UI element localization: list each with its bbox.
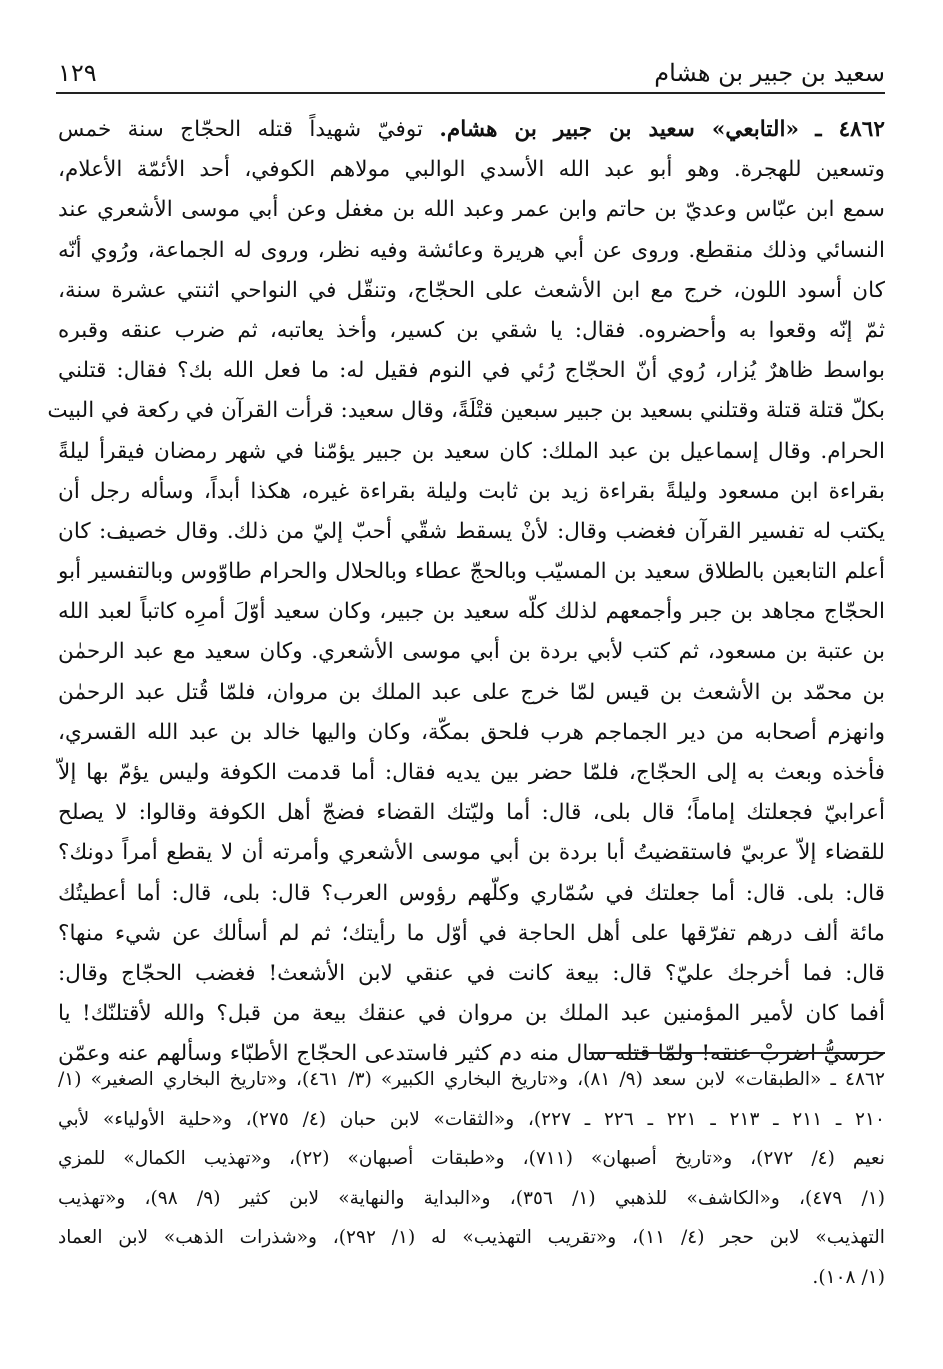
text-line-1-content: توفيّ شهيداً قتله الحجّاج سنة خمس bbox=[58, 117, 424, 142]
text-line-18: أعرابيّ فجعلتك إماماً؛ قال بلى، قال: أما وليّتك القضاء فضجّ أهل الكوفة وقالوا: لا يصلح bbox=[58, 800, 885, 826]
text-line-15: بن محمّد بن الأشعث بن قيس لمّا خرج على عبد الملك بن مروان، فلمّا قُتل عبد الرحمٰن bbox=[58, 679, 885, 705]
footnote-rule bbox=[589, 1052, 885, 1054]
text-line-10: بقراءة ابن مسعود وليلةً بقراءة زيد بن ثابت وليلة بقراءة غيره، هكذا أبداً، وسأله رجل أن bbox=[58, 478, 885, 504]
text-line-7: بواسط ظاهرٌ يُزار، رُوي أنّ الحجّاج رُئي في النوم فقيل له: ما فعل الله بك؟ فقال: قتلني bbox=[58, 358, 885, 384]
text-line-13: الحجّاج مجاهد بن جبر وأجمعهم لذلك كلّه سعيد بن جبير، وكان سعيد أوّلَ أمرِه كاتباً لعبد الله bbox=[58, 599, 885, 625]
text-line-20: قال: بلى. قال: أما جعلتك في سُمّاري وكلّهم رؤوس العرب؟ قال: بلى، قال: أما أعطيتُك bbox=[58, 880, 885, 906]
text-line-16: وانهزم أصحابه من دير الجماجم هرب فلحق بمكّة، وكان واليها خالد بن عبد الله القسري، bbox=[58, 719, 885, 745]
text-line-24: حرسيُّ اضربْ عنقه! ولمّا قتله سال منه دم كثير فاستدعى الحجّاج الأطبّاء وسألهم عنه وعمّن bbox=[58, 1041, 885, 1067]
text-line-4: النسائي وذلك منقطع. وروى عن أبي هريرة وعائشة وفيه نظر، وروى له الجماعة، ورُوي أنّه bbox=[58, 237, 885, 263]
entry-number: ٤٨٦٢ ـ bbox=[815, 117, 885, 142]
biography-entry bbox=[47, 110, 885, 1067]
text-line-19: للقضاء إلاّ عربيّ فاستقضيتُ أبا بردة بن أبي موسى الأشعري وأمرته أن لا يقطع أمراً دونك؟ bbox=[58, 840, 885, 866]
text-line-9: الحرام. وقال إسماعيل بن عبد الملك: كان سعيد بن جبير يؤمّنا في شهر رمضان فيقرأ ليلةً bbox=[58, 438, 885, 464]
footnote-line-5: التهذيب» لابن حجر (٤/ ١١)، و«تقريب التهذيب» له (١/ ٢٩٢)، و«شذرات الذهب» لابن العماد bbox=[58, 1227, 885, 1249]
running-title: سعيد بن جبير بن هشام bbox=[654, 59, 885, 87]
text-line-22: قال: فما أخرجك عليّ؟ قال: بيعة كانت في عنقي لابن الأشعث! فغضب الحجّاج وقال: bbox=[58, 960, 885, 986]
text-line-2: وتسعين للهجرة. وهو أبو عبد الله الأسدي الوالبي مولاهم الكوفي، أحد الأئمّة الأعلام، bbox=[58, 157, 885, 183]
text-line-3: سمع ابن عبّاس وعديّ بن حاتم وابن عمر وعبد الله بن مغفل وعن أبي موسى الأشعري عند bbox=[58, 197, 885, 223]
entry-heading: «التابعي» سعيد بن جبير بن هشام. bbox=[439, 117, 799, 142]
text-line-6: ثمّ إنّه وقعوا به وأحضروه. فقال: يا شقي بن كسير، وأخذ يعاتبه، ثم ضرب عنقه وقبره bbox=[58, 317, 885, 343]
footnote-line-6: (١/ ١٠٨). bbox=[812, 1266, 885, 1288]
text-line-5: كان أسود اللون، خرج مع ابن الأشعث على الحجّاج، وتنقّل في النواحي اثنتي عشرة سنة، bbox=[58, 277, 885, 303]
text-line-17: فأخذه وبعث به إلى الحجّاج، فلمّا حضر بين يديه فقال: أما قدمت الكوفة وليس يؤمّ بها إلاّ bbox=[58, 760, 885, 785]
text-line-11: يكتب له تفسير القرآن فغضب وقال: لأنْ يسقط شقّي أحبّ إليّ من ذلك. وقال خصيف: كان bbox=[58, 518, 885, 544]
text-line-23: أفما كان لأمير المؤمنين عبد الملك بن مروان في عنقك بيعة من قبل؟ والله لأقتلنّك! يا bbox=[58, 1001, 885, 1027]
text-line-8: بكلّ قتلة قتلة وقتلني بسعيد بن جبير سبعين قتْلَةً، وقال سعيد: قرأت القرآن في ركعة في البيت bbox=[47, 398, 885, 424]
footnote-line-3: نعيم (٤/ ٢٧٢)، و«تاريخ أصبهان» (٧١١)، و«طبقات أصبهان» (٢٢)، و«تهذيب الكمال» للمزي bbox=[58, 1148, 885, 1170]
text-line-12: أعلم التابعين بالطلاق سعيد بن المسيّب وبالحجّ عطاء وبالحلال والحرام طاوّوس وبالتفسير أبو bbox=[58, 559, 885, 585]
footnote-line-2: ٢١٠ ـ ٢١١ ـ ٢١٣ ـ ٢٢١ ـ ٢٢٦ ـ ٢٢٧)، و«الثقات» لابن حبان (٤/ ٢٧٥)، و«حلية الأولياء» لأبي bbox=[58, 1108, 885, 1130]
text-line-1 bbox=[58, 110, 885, 150]
footnote-sources bbox=[58, 1060, 885, 1330]
page-header bbox=[58, 52, 885, 88]
header-rule bbox=[56, 92, 885, 94]
text-line-21: مائة ألف درهم تفرّقها على أهل الحاجة في أوّل ما رأيتك؛ ثم لم أسألك عن شيء منها؟ bbox=[58, 920, 885, 946]
text-line-14: بن عتبة بن مسعود، ثم كتب لأبي بردة بن أبي موسى الأشعري. وكان سعيد مع عبد الرحمٰن bbox=[58, 639, 885, 665]
page-number: ١٢٩ bbox=[58, 59, 97, 87]
footnote-line-1: ٤٨٦٢ ـ «الطبقات» لابن سعد (٩/ ٨١)، و«تاريخ البخاري الكبير» (٣/ ٤٦١)، و«تاريخ البخاري الصغير» (١/ bbox=[58, 1069, 885, 1090]
footnote-line-4: (١/ ٤٧٩)، و«الكاشف» للذهبي (١/ ٣٥٦)، و«البداية والنهاية» لابن كثير (٩/ ٩٨)، و«تهذيب bbox=[58, 1187, 886, 1209]
